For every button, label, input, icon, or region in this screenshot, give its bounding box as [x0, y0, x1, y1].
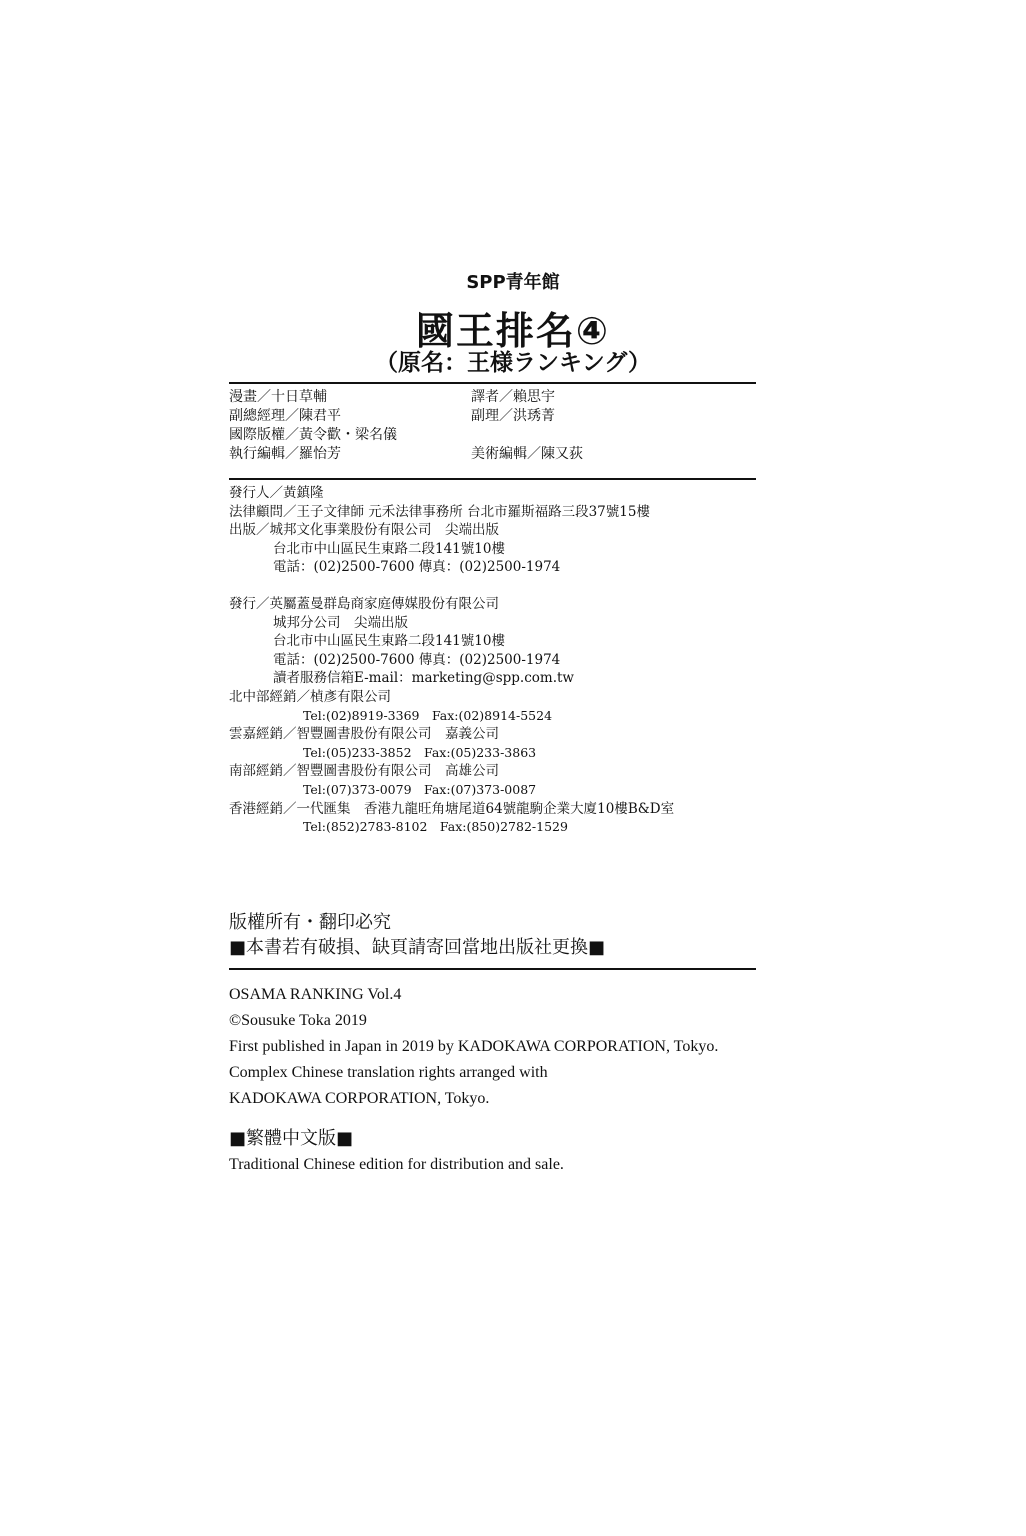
- english-line: Complex Chinese translation rights arranged with: [229, 1064, 548, 1081]
- credit-left: 執行編輯／羅怡芳: [229, 446, 341, 462]
- credit-row: [229, 407, 789, 426]
- divider-credits: [229, 478, 756, 480]
- spacer: [229, 577, 789, 595]
- yunjia-distributor-contact: Tel:(05)233-3852 Fax:(05)233-3863: [303, 744, 537, 760]
- publisher: 出版／城邦文化事業股份有限公司 尖端出版: [229, 522, 499, 539]
- distributor: 發行／英屬蓋曼群島商家庭傳媒股份有限公司: [229, 595, 499, 612]
- reader-service-email: 讀者服務信箱E-mail：marketing@spp.com.tw: [273, 670, 574, 687]
- english-line: First published in Japan in 2019 by KADOKAWA CORPORATION, Tokyo.: [229, 1038, 719, 1055]
- publisher-address: 台北市中山區民生東路二段141號10樓: [273, 540, 505, 557]
- legal-advisor: 法律顧問／王子文律師 元禾法律事務所 台北市羅斯福路三段37號15樓: [229, 503, 650, 520]
- original-title: （原名：王様ランキング）: [375, 350, 651, 376]
- edition-label: ■繁體中文版■: [229, 1128, 354, 1149]
- english-line: KADOKAWA CORPORATION, Tokyo.: [229, 1090, 490, 1107]
- edition-notice: [229, 1126, 564, 1178]
- english-line: OSAMA RANKING Vol.4: [229, 986, 402, 1003]
- divider-rights: [229, 968, 756, 970]
- english-line: ©Sousuke Toka 2019: [229, 1012, 367, 1029]
- publisher-phone: 電話：(02)2500-7600 傳真：(02)2500-1974: [273, 559, 561, 576]
- credit-right: 美術編輯／陳又荻: [471, 446, 583, 462]
- south-distributor-contact: Tel:(07)373-0079 Fax:(07)373-0087: [303, 781, 537, 797]
- hk-distributor: 香港經銷／一代匯集 香港九龍旺角塘尾道64號龍駒企業大廈10樓B&D室: [229, 800, 675, 817]
- divider-top: [229, 382, 756, 384]
- credit-left: 國際版權／黃令歡・梁名儀: [229, 427, 397, 443]
- credit-left: 副總經理／陳君平: [229, 408, 341, 424]
- credit-left: 漫畫／十日草輔: [229, 389, 327, 405]
- issuer: 發行人／黃鎮隆: [229, 485, 324, 501]
- credit-row: [229, 426, 789, 445]
- book-title: 國王排名④: [415, 309, 611, 353]
- damage-return-notice: ■本書若有破損、缺頁請寄回當地出版社更換■: [229, 937, 606, 958]
- edition-note: Traditional Chinese edition for distribution and sale.: [229, 1156, 564, 1173]
- south-distributor: 南部經銷／智豐圖書股份有限公司 高雄公司: [229, 763, 499, 780]
- yunjia-distributor: 雲嘉經銷／智豐圖書股份有限公司 嘉義公司: [229, 726, 499, 743]
- credit-right: 副理／洪琇菁: [471, 408, 555, 424]
- credit-right: 譯者／賴思宇: [471, 389, 555, 405]
- rights-notice: [229, 910, 605, 960]
- publisher-info: [229, 484, 789, 837]
- english-copyright: [229, 982, 718, 1112]
- series-name: SPP青年館: [466, 272, 560, 293]
- distributor-address: 台北市中山區民生東路二段141號10樓: [273, 633, 505, 650]
- credit-row: [229, 388, 789, 407]
- north-distributor-contact: Tel:(02)8919-3369 Fax:(02)8914-5524: [303, 707, 553, 723]
- staff-credits: [229, 388, 789, 464]
- credit-row: [229, 445, 789, 464]
- distributor-branch: 城邦分公司 尖端出版: [273, 614, 408, 631]
- all-rights-reserved: 版權所有・翻印必究: [229, 912, 391, 933]
- hk-distributor-contact: Tel:(852)2783-8102 Fax:(850)2782-1529: [303, 819, 568, 835]
- distributor-phone: 電話：(02)2500-7600 傳真：(02)2500-1974: [273, 651, 561, 668]
- north-distributor: 北中部經銷／楨彥有限公司: [229, 688, 391, 705]
